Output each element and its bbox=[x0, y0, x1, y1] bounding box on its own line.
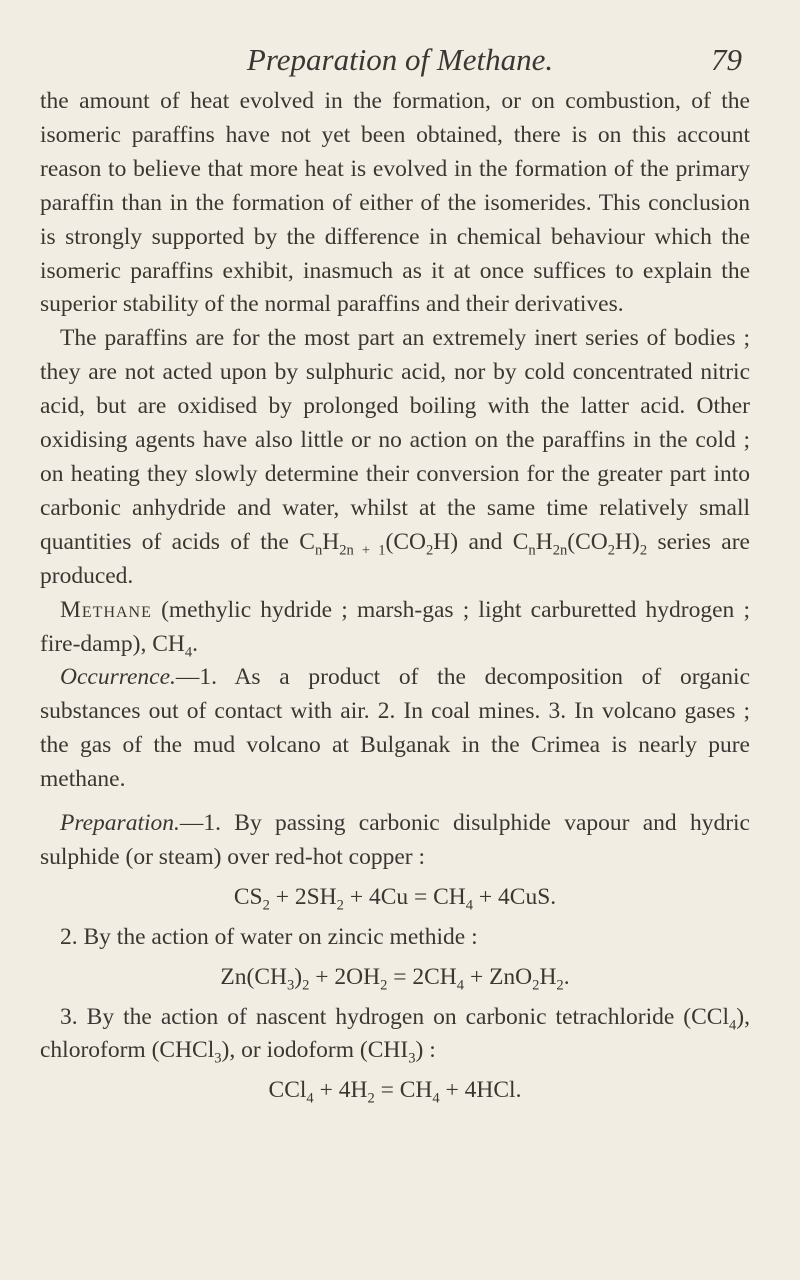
equation-3: $CCl_4 + 4H_2 = CH_4 + 4HCl$. bbox=[268, 1077, 522, 1108]
page-body bbox=[40, 85, 750, 1114]
equation-1: $CS_2 + 2SH_2 + 4Cu = CH_4 + 4CuS$. bbox=[233, 883, 557, 914]
page-header bbox=[40, 30, 760, 77]
paragraph-preparation: Preparation.—1. By passing carbonic disulphide vapour and hydric sulphide (or steam) over red-hot copper : bbox=[40, 810, 750, 870]
running-title: Preparation of Methane. bbox=[246, 42, 554, 77]
paragraph-zincic-methide: 2. By the action of water on zincic methide : bbox=[60, 923, 478, 950]
methane-name: Methane bbox=[60, 596, 152, 623]
paragraph-nascent-hydrogen: 3. By the action of nascent hydrogen on carbonic tetrachloride (CCl$_4$), chloroform (CHCl$_3$), or iodoform $(CHI_3)$ : bbox=[40, 1003, 750, 1068]
page-number: 79 bbox=[711, 42, 742, 77]
equation-2: $Zn(CH_3)_2 + 2OH_2 = 2CH_4 + ZnO_2H_2$. bbox=[220, 963, 570, 994]
paragraph-paraffins-inert: The paraffins are for the most part an extremely inert series of bodies ; they are not acted upon by sulphuric acid, nor by cold concentrated nitric acid, but are oxidised by prolonged boiling with the latter acid. Other oxidising agents have also little or no action on the paraffins in the cold ; on heating they slowly determine their conversion for the greater part into carbonic anhydride and water, whilst at the same time relatively small quantities of acids of the $C_nH_{2n + 1}(CO_2H)$ and $C_nH_{2n}(CO_2H)_2$ series are produced. bbox=[40, 325, 750, 589]
preparation-label: Preparation. bbox=[60, 810, 180, 837]
paragraph-methane-heading: Methane (methylic hydride ; marsh-gas ; light carburetted hydrogen ; fire-damp), $CH_4$. bbox=[40, 596, 750, 661]
paragraph-occurrence: Occurrence.—1. As a product of the decomposition of organic substances out of contact with air. 2. In coal mines. 3. In volcano gases ; the gas of the mud volcano at Bulganak in the Crimea is nearly pure methane. bbox=[40, 664, 750, 793]
occurrence-label: Occurrence. bbox=[60, 664, 176, 691]
paragraph-continuation: the amount of heat evolved in the formation, or on combustion, of the isomeric paraffins have not yet been obtained, there is on this account reason to believe that more heat is evolved in the formation of the primary paraffin than in the formation of either of the isomerides. This conclusion is strongly supported by the difference in chemical behaviour which the isomeric paraffins exhibit, inasmuch as it at once suffices to explain the superior stability of the normal paraffins and their derivatives. bbox=[40, 88, 750, 318]
